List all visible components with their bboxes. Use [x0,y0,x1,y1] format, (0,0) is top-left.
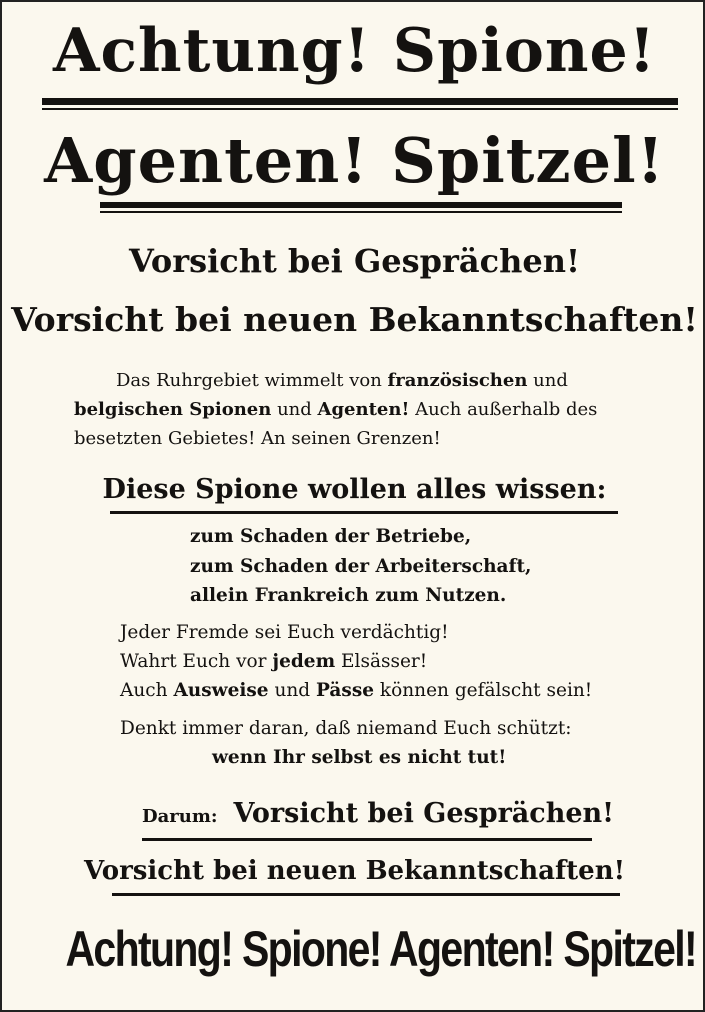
warning-conversations: Vorsicht bei Gesprächen! [128,242,581,280]
closing-warning-acquaintances: Vorsicht bei neuen Bekanntschaften! [83,856,626,886]
paragraph-line-2 [74,395,664,424]
paragraph-line-3: besetzten Gebietes! An seinen Grenzen! [74,428,441,449]
title-rule-1b [42,108,678,110]
damage-line: zum Schaden der Arbeiterschaft, [190,556,532,577]
intro-paragraph [74,366,664,453]
title-rule-2 [100,202,622,208]
advice-text: und [268,680,317,701]
advice-line-2 [120,651,427,672]
advice-text: Wahrt Euch vor [120,651,273,672]
advice-line-5: wenn Ihr selbst es nicht tut! [212,747,507,768]
darum-line [142,798,614,829]
paragraph-bold: Agenten! [317,399,410,420]
title-rule-2b [100,211,622,213]
damage-line: allein Frankreich zum Nutzen. [190,585,507,606]
paragraph-text: und [271,399,318,420]
advice-text: Elsässer! [335,651,428,672]
darum-rule [142,838,592,841]
title-line-1: Achtung! Spione! [52,16,657,86]
final-slogan: Achtung! Spione! Agenten! Spitzel! [65,921,697,977]
advice-bold: Ausweise [173,680,269,701]
paragraph-bold: belgischen Spionen [74,399,272,420]
advice-bold: jedem [272,651,336,672]
advice-line-3 [120,680,592,701]
paragraph-text: Das Ruhrgebiet wimmelt von [116,370,388,391]
darum-label: Darum: [142,806,218,827]
advice-bold: Pässe [316,680,375,701]
paragraph-line-1 [74,366,664,395]
paragraph-text: und [527,370,568,391]
closing-warning-conversations: Vorsicht bei Gesprächen! [233,798,615,829]
closing-rule [112,893,620,896]
heading-rule [110,511,618,514]
warning-acquaintances: Vorsicht bei neuen Bekanntschaften! [11,300,698,339]
advice-line-4: Denkt immer daran, daß niemand Euch schützt: [120,718,572,739]
section-heading: Diese Spione wollen alles wissen: [102,474,607,505]
advice-text: können gefälscht sein! [374,680,593,701]
damage-line: zum Schaden der Betriebe, [190,526,472,547]
paragraph-text: Auch außerhalb des [409,399,598,420]
title-rule-1 [42,98,678,105]
title-line-2: Agenten! Spitzel! [44,124,665,197]
paragraph-bold: französischen [387,370,528,391]
advice-text: Auch [120,680,174,701]
advice-line-1: Jeder Fremde sei Euch verdächtig! [120,622,449,643]
